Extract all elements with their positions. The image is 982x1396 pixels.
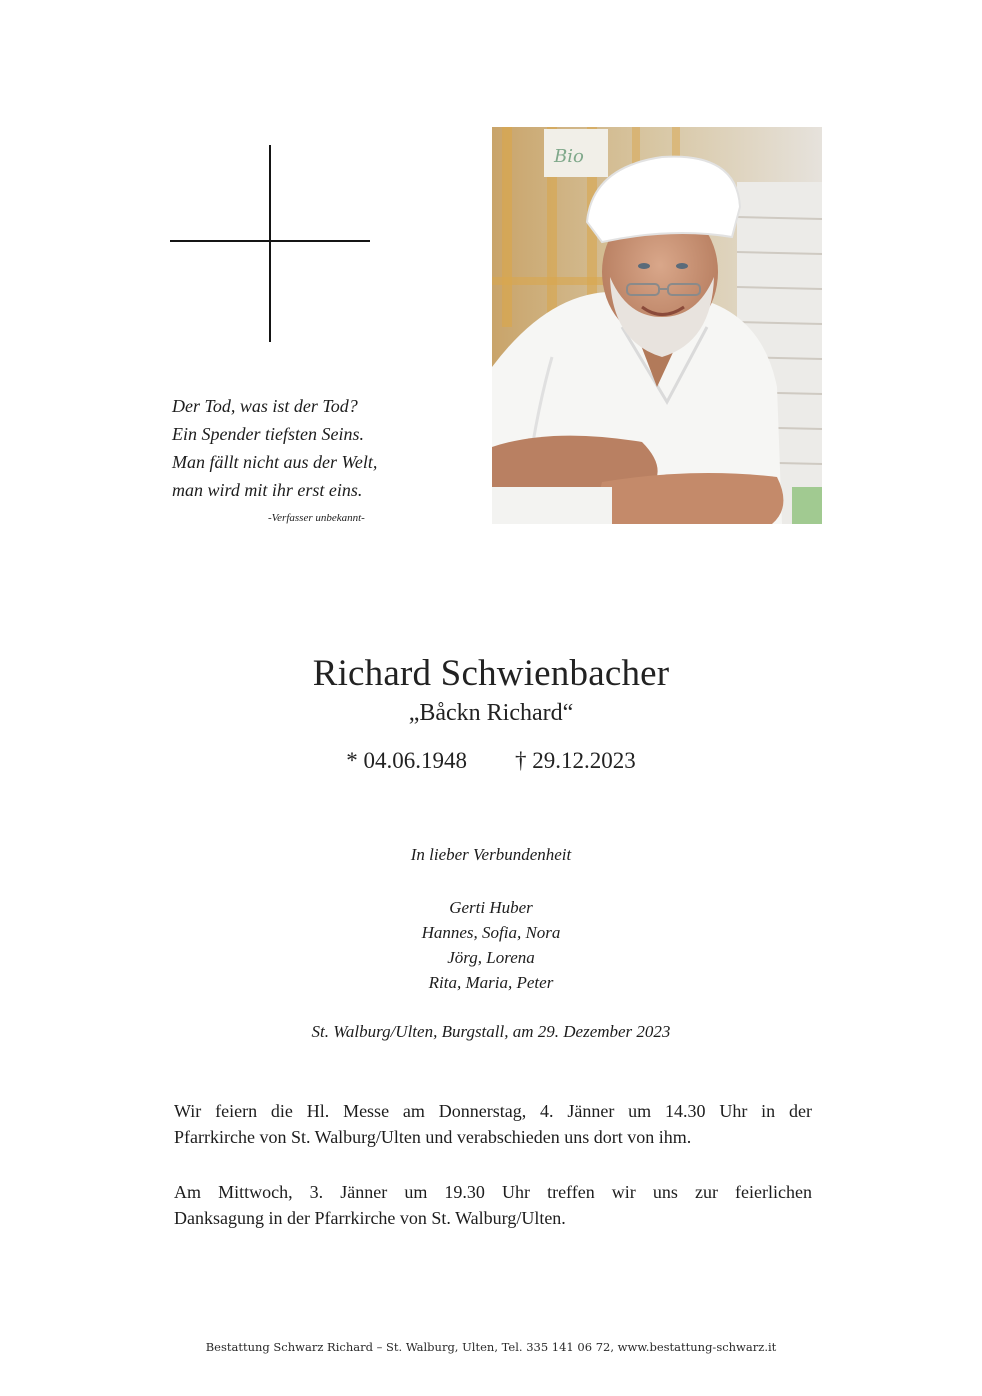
poem-line: Man fällt nicht aus der Welt, bbox=[172, 452, 378, 472]
birth-date: * 04.06.1948 bbox=[346, 748, 467, 773]
mourner-line: Hannes, Sofia, Nora bbox=[421, 923, 561, 942]
funeral-home-footer: Bestattung Schwarz Richard – St. Walburg, Ulten, Tel. 335 141 06 72, www.bestattung-schwarz.it bbox=[205, 1340, 777, 1354]
deceased-name: Richard Schwienbacher bbox=[312, 653, 670, 694]
cross-vertical-bar bbox=[269, 145, 271, 342]
place-and-date: St. Walburg/Ulten, Burgstall, am 29. Dezember 2023 bbox=[311, 1022, 671, 1041]
portrait-photo bbox=[492, 127, 822, 524]
life-dates bbox=[0, 748, 982, 774]
poem-line: Ein Spender tiefsten Seins. bbox=[172, 424, 364, 444]
death-date: † 29.12.2023 bbox=[515, 748, 636, 773]
mass-announcement bbox=[174, 1098, 812, 1150]
mass-line-2: Pfarrkirche von St. Walburg/Ulten und verabschieden uns dort von ihm. bbox=[174, 1127, 692, 1147]
mourner-line: Rita, Maria, Peter bbox=[428, 973, 554, 992]
mass-line-1: Wir feiern die Hl. Messe am Donnerstag, 4. Jänner um 14.30 Uhr in der bbox=[174, 1101, 812, 1121]
cross-horizontal-bar bbox=[170, 240, 370, 242]
svg-text:Bio: Bio bbox=[554, 146, 584, 167]
poem bbox=[172, 392, 412, 504]
thanksgiving-line-1: Am Mittwoch, 3. Jänner um 19.30 Uhr treffen wir uns zur feierlichen bbox=[174, 1182, 812, 1202]
mourners-list bbox=[0, 895, 982, 995]
cross-icon bbox=[170, 145, 370, 342]
poem-author: -Verfasser unbekannt- bbox=[268, 512, 365, 524]
mourner-line: Jörg, Lorena bbox=[447, 948, 535, 967]
deceased-nickname: „Båckn Richard“ bbox=[408, 700, 574, 726]
farewell-intro: In lieber Verbundenheit bbox=[410, 845, 572, 864]
poem-line: Der Tod, was ist der Tod? bbox=[172, 396, 358, 416]
poem-line: man wird mit ihr erst eins. bbox=[172, 480, 363, 500]
thanksgiving-announcement bbox=[174, 1179, 812, 1231]
thanksgiving-line-2: Danksagung in der Pfarrkirche von St. Walburg/Ulten. bbox=[174, 1208, 566, 1228]
mourner-line: Gerti Huber bbox=[449, 898, 533, 917]
